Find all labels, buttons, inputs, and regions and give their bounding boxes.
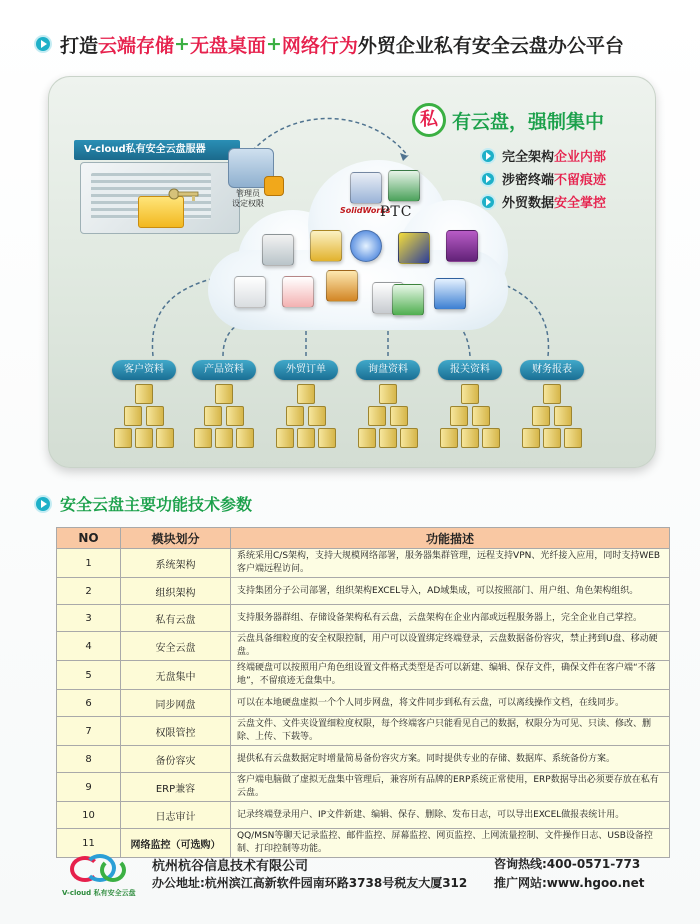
excel-doc-icon bbox=[388, 170, 420, 202]
cell-desc: 云盘具备细粒度的安全权限控制，用户可以设置绑定终端登录，云盘数据备份容灾，禁止拷到U盘、移动硬盘。 bbox=[231, 632, 670, 661]
server-label: V-cloud私有安全云盘服器 bbox=[74, 140, 240, 160]
cell-desc: 提供私有云盘数据定时增量简易备份容灾方案。同时提供专业的存储、数据库、系统备份方案。 bbox=[231, 746, 670, 773]
headline-diskless-desktop: 无盘桌面 bbox=[189, 34, 266, 57]
paint-brush-icon bbox=[310, 230, 342, 262]
logo-text: V-cloud 私有安全云盘 bbox=[62, 889, 136, 897]
cell-desc: 客户端电脑做了虚拟无盘集中管理后，兼容所有品牌的ERP系统正常使用，ERP数据导出必须要存放在私有云盘。 bbox=[231, 773, 670, 802]
cell-no: 5 bbox=[57, 661, 121, 690]
cell-desc: 支持集团分子公司部署，组织架构EXCEL导入，AD域集成，可以按照部门、用户组、角色架构组织。 bbox=[231, 578, 670, 605]
headline-network-behavior: 网络行为 bbox=[281, 34, 358, 57]
hotline: 咨询热线:400-0571-773 bbox=[494, 857, 641, 871]
cell-desc: QQ/MSN等聊天记录监控、邮件监控、屏幕监控、网页监控、上网流量控制、文件操作日志、USB设备控制、打印控制等功能。 bbox=[231, 829, 670, 858]
cell-no: 9 bbox=[57, 773, 121, 802]
key-icon bbox=[168, 184, 202, 206]
feature-accent: 安全掌控 bbox=[554, 196, 607, 211]
feature-plain: 涉密终端 bbox=[502, 173, 555, 188]
category-label: 产品资料 bbox=[192, 360, 256, 380]
cell-no: 2 bbox=[57, 578, 121, 605]
category-order bbox=[274, 360, 338, 450]
pdf-file-icon bbox=[282, 276, 314, 308]
category-label: 询盘资料 bbox=[356, 360, 420, 380]
cell-module: 私有云盘 bbox=[121, 605, 231, 632]
media-player-icon bbox=[350, 230, 382, 262]
section-title bbox=[36, 492, 252, 515]
cell-desc: 云盘文件、文件夹设置细粒度权限，每个终端客户只能看见自己的数据，权限分为可见、只读、修改、删除、上传、下载等。 bbox=[231, 717, 670, 746]
headline-plus-1: + bbox=[174, 33, 190, 55]
table-row bbox=[57, 802, 670, 829]
category-label: 报关资料 bbox=[438, 360, 502, 380]
cell-module: 组织架构 bbox=[121, 578, 231, 605]
cell-desc: 可以在本地硬盘虚拟一个个人同步网盘，将文件同步到私有云盘，可以离线操作文档，在线同步。 bbox=[231, 690, 670, 717]
headline-plus-2: + bbox=[265, 33, 282, 55]
cell-desc: 记录终端登录用户、IP文件新建、编辑、保存、删除、发布日志，可以导出EXCEL做报表统计用。 bbox=[231, 802, 670, 829]
cell-no: 6 bbox=[57, 690, 121, 717]
company-name: 杭州杭谷信息技术有限公司 bbox=[152, 859, 309, 874]
category-customs bbox=[438, 360, 502, 450]
category-label: 客户资料 bbox=[112, 360, 176, 380]
cell-module: 权限管控 bbox=[121, 717, 231, 746]
category-label: 财务报表 bbox=[520, 360, 584, 380]
headline-suffix: 外贸企业私有安全云盘办公平台 bbox=[357, 34, 624, 57]
cell-module: 网络监控（可选购） bbox=[121, 829, 231, 858]
cell-module: ERP兼容 bbox=[121, 773, 231, 802]
cell-no: 1 bbox=[57, 549, 121, 578]
category-product bbox=[192, 360, 256, 450]
server-group-icon bbox=[520, 384, 584, 450]
admin-label-line1: 管理员 bbox=[236, 189, 260, 198]
cell-no: 10 bbox=[57, 802, 121, 829]
table-row bbox=[57, 605, 670, 632]
archive-tool-icon bbox=[398, 232, 430, 264]
feature-accent: 企业内部 bbox=[554, 150, 607, 165]
cell-desc: 终端硬盘可以按照用户角色组设置文件格式类型是否可以新建、编辑、保存文件，确保文件在客户端“不落地”，不留痕迹无盘集中。 bbox=[231, 661, 670, 690]
cell-module: 安全云盘 bbox=[121, 632, 231, 661]
server-group-icon bbox=[356, 384, 420, 450]
cad-drawing-icon bbox=[392, 284, 424, 316]
play-bullet-icon bbox=[36, 37, 50, 51]
cell-module: 同步网盘 bbox=[121, 690, 231, 717]
cell-module: 系统架构 bbox=[121, 549, 231, 578]
feature-plain: 完全架构 bbox=[502, 150, 555, 165]
winrar-icon bbox=[446, 230, 478, 262]
photo-file-icon bbox=[326, 270, 358, 302]
table-row bbox=[57, 690, 670, 717]
server-group-icon bbox=[274, 384, 338, 450]
play-bullet-icon bbox=[36, 497, 50, 511]
category-finance bbox=[520, 360, 584, 450]
image-file-icon bbox=[262, 234, 294, 266]
slogan-title: 有云盘，强制集中 bbox=[452, 111, 605, 133]
headline-cloud-storage: 云端存储 bbox=[98, 34, 175, 57]
feature-accent: 不留痕迹 bbox=[554, 173, 607, 188]
category-label: 外贸订单 bbox=[274, 360, 338, 380]
website: 推广网站:www.hgoo.net bbox=[494, 876, 645, 890]
feature-plain: 外贸数据 bbox=[502, 196, 555, 211]
table-row bbox=[57, 549, 670, 578]
solidworks-logo: SolidWorks bbox=[340, 206, 391, 215]
cell-no: 7 bbox=[57, 717, 121, 746]
admin-label-line2: 设定权限 bbox=[232, 199, 264, 208]
table-row bbox=[57, 661, 670, 690]
word-doc-icon bbox=[350, 172, 382, 204]
cell-module: 无盘集中 bbox=[121, 661, 231, 690]
table-row bbox=[57, 773, 670, 802]
server-group-icon bbox=[438, 384, 502, 450]
headline-prefix: 打造 bbox=[60, 34, 99, 57]
cell-module: 备份容灾 bbox=[121, 746, 231, 773]
table-row bbox=[57, 632, 670, 661]
table-row bbox=[57, 717, 670, 746]
col-header-no: NO bbox=[57, 528, 121, 549]
cell-desc: 系统采用C/S架构，支持大规模网络部署，服务器集群管理，远程支持VPN、光纤接入应用，同时支持WEB客户端远程访问。 bbox=[231, 549, 670, 578]
cell-no: 3 bbox=[57, 605, 121, 632]
cell-desc: 支持服务器群组、存储设备架构私有云盘，云盘架构在企业内部或远程服务器上，完全企业自己掌控。 bbox=[231, 605, 670, 632]
cell-no: 8 bbox=[57, 746, 121, 773]
cell-no: 4 bbox=[57, 632, 121, 661]
server-group-icon bbox=[192, 384, 256, 450]
category-customer bbox=[112, 360, 176, 450]
company-logo bbox=[62, 852, 142, 904]
table-row bbox=[57, 746, 670, 773]
ptc-logo: PTC bbox=[380, 204, 413, 220]
table-row bbox=[57, 578, 670, 605]
col-header-module: 模块划分 bbox=[121, 528, 231, 549]
headline bbox=[36, 30, 624, 58]
table-row bbox=[57, 829, 670, 858]
psd-file-icon bbox=[434, 278, 466, 310]
server-group-icon bbox=[112, 384, 176, 450]
cell-no: 11 bbox=[57, 829, 121, 858]
col-header-desc: 功能描述 bbox=[231, 528, 670, 549]
slogan-private-char: 私 bbox=[412, 103, 446, 137]
category-inquiry bbox=[356, 360, 420, 450]
text-file-icon bbox=[234, 276, 266, 308]
section-title-text: 安全云盘主要功能技术参数 bbox=[60, 495, 253, 514]
spec-table bbox=[56, 527, 670, 858]
cell-module: 日志审计 bbox=[121, 802, 231, 829]
office-address: 办公地址:杭州滨江高新软件园南环路3738号税友大厦312 bbox=[152, 876, 468, 890]
